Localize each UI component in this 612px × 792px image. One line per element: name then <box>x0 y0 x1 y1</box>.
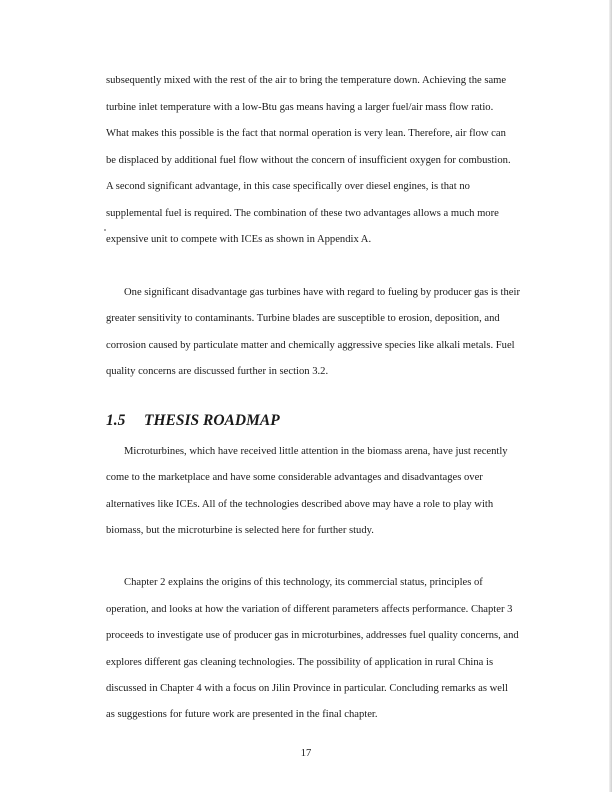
text-line: What makes this possible is the fact that normal operation is very lean. Therefore, air flow can <box>106 128 506 139</box>
section-heading <box>106 412 280 430</box>
text-line: supplemental fuel is required. The combination of these two advantages allows a much more <box>106 208 499 219</box>
text-line: One significant disadvantage gas turbines have with regard to fueling by producer gas is their <box>124 287 520 298</box>
text-line: explores different gas cleaning technologies. The possibility of application in rural China is <box>106 657 494 668</box>
text-line: A second significant advantage, in this case specifically over diesel engines, is that no <box>106 181 470 192</box>
text-line: biomass, but the microturbine is selected here for further study. <box>106 525 374 536</box>
text-line: Microturbines, which have received little attention in the biomass arena, have just recently <box>124 446 508 457</box>
page-number: 17 <box>300 748 312 759</box>
text-line: turbine inlet temperature with a low-Btu gas means having a larger fuel/air mass flow ratio. <box>106 102 494 113</box>
text-line: corrosion caused by particulate matter and chemically aggressive species like alkali metals. Fuel <box>106 340 515 351</box>
text-line: come to the marketplace and have some considerable advantages and disadvantages over <box>106 472 483 483</box>
scan-speck <box>104 229 106 231</box>
text-line: greater sensitivity to contaminants. Turbine blades are susceptible to erosion, deposition, and <box>106 313 500 324</box>
text-line: expensive unit to compete with ICEs as shown in Appendix A. <box>106 234 372 245</box>
text-line: Chapter 2 explains the origins of this technology, its commercial status, principles of <box>124 577 483 588</box>
text-line: discussed in Chapter 4 with a focus on Jilin Province in particular. Concluding remarks as well <box>106 683 508 694</box>
section-number: 1.5 <box>106 412 126 429</box>
text-line: be displaced by additional fuel flow without the concern of insufficient oxygen for combustion. <box>106 155 511 166</box>
text-line: proceeds to investigate use of producer gas in microturbines, addresses fuel quality concerns, and <box>106 630 519 641</box>
text-line: quality concerns are discussed further in section 3.2. <box>106 366 329 377</box>
text-line: as suggestions for future work are presented in the final chapter. <box>106 709 378 720</box>
text-line: alternatives like ICEs. All of the technologies described above may have a role to play with <box>106 499 494 510</box>
text-line: subsequently mixed with the rest of the air to bring the temperature down. Achieving the same <box>106 75 507 86</box>
section-title: THESIS ROADMAP <box>144 412 280 429</box>
text-line: operation, and looks at how the variation of different parameters affects performance. Chapter 3 <box>106 604 513 615</box>
